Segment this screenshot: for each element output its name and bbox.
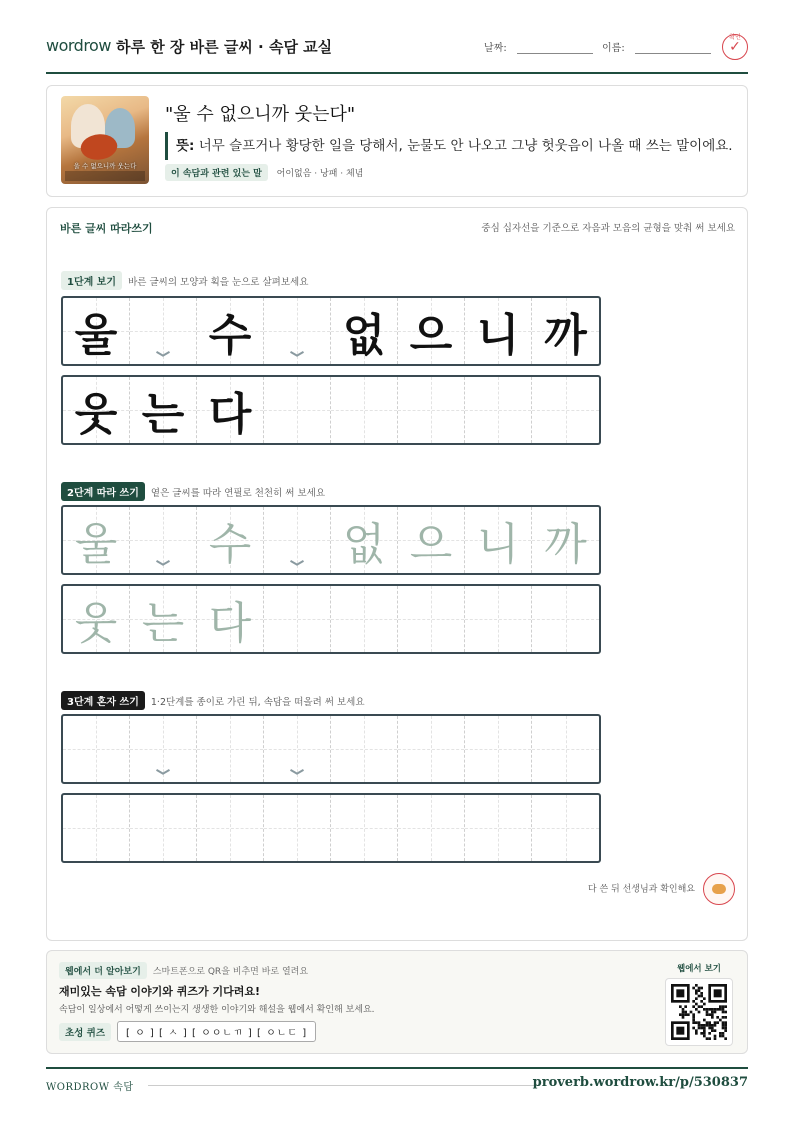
meaning-text: 너무 슬프거나 황당한 일을 당해서, 눈물도 안 나오고 그냥 헛웃음이 나올 때 쓰는 말이에요.: [198, 138, 733, 154]
related-words-text: 어이없음 · 낭패 · 체념: [276, 169, 364, 179]
spacing-mark-icon: [291, 351, 303, 358]
grid-cell: [197, 377, 264, 443]
spacing-mark-icon: [157, 769, 169, 776]
page-footer: [46, 1067, 748, 1099]
grid-cell: [197, 298, 264, 364]
section-note: 중심 십자선을 기준으로 자음과 모음의 균형을 맞춰 써 보세요: [481, 223, 735, 234]
grid-char: 울: [74, 310, 118, 361]
spacing-mark-icon: [157, 351, 169, 358]
grid-cell: [398, 377, 465, 443]
grid-cell[interactable]: [264, 586, 331, 652]
step3-header: [61, 691, 365, 710]
spacing-mark-icon: [291, 560, 303, 567]
grid-char: 니: [476, 310, 520, 361]
grid-cell: [465, 377, 532, 443]
grid-cell[interactable]: [197, 795, 264, 861]
grid-char: 까: [544, 310, 587, 361]
web-desc: 속담이 일상에서 어떻게 쓰이는지 생생한 이야기와 해설을 웹에서 확인해 보세요.: [59, 1005, 375, 1015]
grid-cell: [331, 298, 398, 364]
grid-cell[interactable]: [398, 586, 465, 652]
grid-cell: [264, 298, 331, 364]
date-label: 날짜:: [484, 43, 507, 54]
qr-label: 웹에서 보기: [676, 964, 721, 974]
wordrow-logo: wordrow: [46, 36, 111, 55]
date-field[interactable]: [484, 39, 593, 54]
grid-cell[interactable]: [130, 716, 197, 782]
grid-cell: [532, 298, 599, 364]
grid-char: 없: [342, 519, 386, 570]
proverb-card: [46, 85, 748, 197]
grid-cell[interactable]: [532, 586, 599, 652]
meaning-label: 뜻:: [176, 138, 195, 154]
grid-cell[interactable]: [532, 795, 599, 861]
step2-desc: 옅은 글씨를 따라 연필로 천천히 써 보세요: [150, 488, 326, 499]
grid-cell[interactable]: [63, 507, 130, 573]
grid-cell[interactable]: [264, 507, 331, 573]
grid-cell[interactable]: [331, 586, 398, 652]
confirm-text: 다 쓴 뒤 선생님과 확인해요: [587, 884, 695, 895]
step1-label: 1단계 보기: [61, 271, 122, 290]
practice-card: [46, 207, 748, 941]
grid-cell[interactable]: [398, 507, 465, 573]
proverb-illustration: [61, 96, 149, 184]
grid-cell[interactable]: [264, 795, 331, 861]
grid-cell[interactable]: [331, 795, 398, 861]
grid-cell[interactable]: [465, 586, 532, 652]
section-title: 바른 글씨 따라쓰기: [60, 222, 153, 235]
page-header: [46, 30, 748, 74]
page-title: 하루 한 장 바른 글씨 · 속담 교실: [116, 38, 333, 56]
web-headline: 재미있는 속담 이야기와 퀴즈가 기다려요!: [59, 985, 260, 998]
grid-cell: [532, 377, 599, 443]
step3-row1[interactable]: [61, 714, 601, 784]
grid-cell[interactable]: [398, 795, 465, 861]
grid-char: 웃: [74, 389, 118, 440]
grid-char: 다: [208, 389, 252, 440]
step2-header: [61, 482, 325, 501]
grid-cell[interactable]: [331, 716, 398, 782]
related-words: [165, 164, 363, 181]
grid-cell[interactable]: [63, 795, 130, 861]
footer-brand: WORDROW 속담: [46, 1082, 134, 1093]
teacher-confirm: [588, 873, 735, 905]
step1-row2: [61, 375, 601, 445]
grid-cell: [264, 377, 331, 443]
grid-cell: [331, 377, 398, 443]
related-tag: 이 속담과 관련 있는 말: [165, 164, 268, 181]
chosung-quiz: [59, 1021, 316, 1042]
grid-char: 웃: [74, 598, 118, 649]
step1-row1: [61, 296, 601, 366]
grid-cell: [130, 298, 197, 364]
grid-cell[interactable]: [331, 507, 398, 573]
qr-code[interactable]: [665, 978, 733, 1046]
footer-url[interactable]: proverb.wordrow.kr/p/530837: [532, 1075, 748, 1090]
step2-row1[interactable]: [61, 505, 601, 575]
grid-cell[interactable]: [465, 795, 532, 861]
grid-cell[interactable]: [465, 716, 532, 782]
grid-cell[interactable]: [130, 795, 197, 861]
grid-cell[interactable]: [130, 586, 197, 652]
grid-cell[interactable]: [130, 507, 197, 573]
illustration-caption: 울 수 없으니까 웃는다: [73, 162, 137, 170]
grid-cell[interactable]: [465, 507, 532, 573]
grid-cell: [130, 377, 197, 443]
grid-char: 니: [476, 519, 520, 570]
step3-label: 3단계 혼자 쓰기: [61, 691, 145, 710]
web-tag: 웹에서 더 알아보기: [59, 962, 147, 979]
grid-cell[interactable]: [197, 586, 264, 652]
grid-cell[interactable]: [197, 716, 264, 782]
check-stamp-icon: 확인 ✓: [722, 34, 748, 60]
proverb-meaning: [165, 132, 733, 160]
grid-cell[interactable]: [398, 716, 465, 782]
step1-header: [61, 271, 308, 290]
quiz-box: [ ㅇ ] [ ㅅ ] [ ㅇㅇㄴㄲ ] [ ㅇㄴㄷ ]: [117, 1021, 316, 1042]
name-label: 이름:: [602, 43, 625, 54]
grid-char: 울: [74, 519, 118, 570]
grid-cell: [63, 377, 130, 443]
grid-cell[interactable]: [63, 586, 130, 652]
spacing-mark-icon: [157, 560, 169, 567]
grid-char: 으: [409, 519, 453, 570]
step3-row2[interactable]: [61, 793, 601, 863]
grid-cell: [465, 298, 532, 364]
web-tag-row: [59, 962, 308, 979]
grid-cell[interactable]: [197, 507, 264, 573]
grid-cell[interactable]: [532, 716, 599, 782]
step1-desc: 바른 글씨의 모양과 획을 눈으로 살펴보세요: [128, 277, 309, 288]
grid-cell[interactable]: [264, 716, 331, 782]
grid-cell: [398, 298, 465, 364]
grid-char: 수: [208, 519, 252, 570]
step2-label: 2단계 따라 쓰기: [61, 482, 145, 501]
qr-code-icon: [666, 979, 732, 1045]
spacing-mark-icon: [291, 769, 303, 776]
step3-desc: 1·2단계를 종이로 가린 뒤, 속담을 떠올려 써 보세요: [150, 697, 365, 708]
web-tag-desc: 스마트폰으로 QR을 비추면 바로 열려요: [152, 967, 309, 977]
grid-cell: [63, 298, 130, 364]
grid-cell[interactable]: [63, 716, 130, 782]
proverb-title: "울 수 없으니까 웃는다": [165, 104, 356, 125]
grid-char: 는: [141, 598, 185, 649]
teacher-seal-icon: [703, 873, 735, 905]
name-field[interactable]: [602, 39, 711, 54]
quiz-label: 초성 퀴즈: [59, 1023, 111, 1041]
step2-row2[interactable]: [61, 584, 601, 654]
grid-char: 다: [208, 598, 252, 649]
grid-char: 없: [342, 310, 386, 361]
grid-char: 까: [544, 519, 587, 570]
grid-cell[interactable]: [532, 507, 599, 573]
web-card: [46, 950, 748, 1054]
grid-char: 는: [141, 389, 185, 440]
grid-char: 으: [409, 310, 453, 361]
grid-char: 수: [208, 310, 252, 361]
